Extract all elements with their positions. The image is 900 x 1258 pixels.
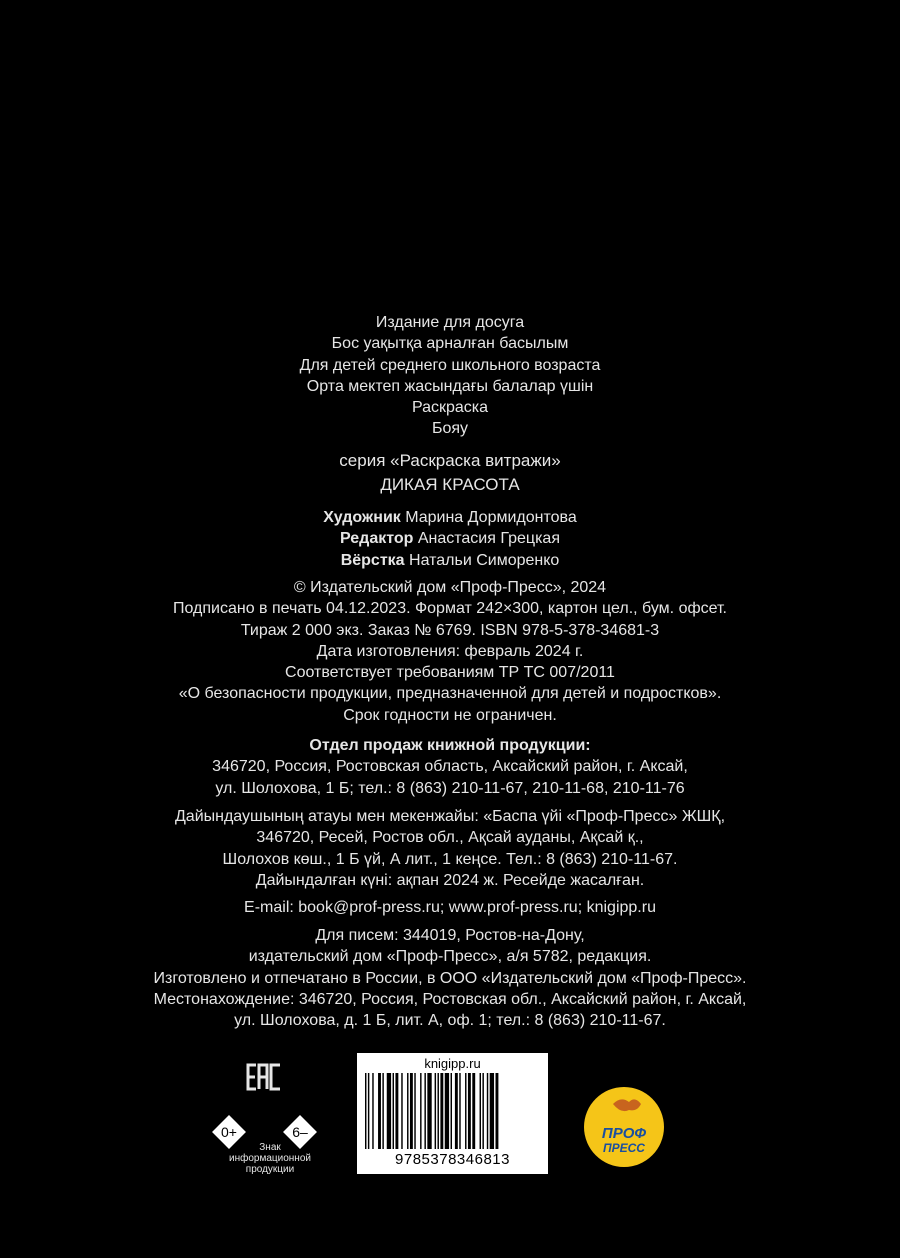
barcode-bar [368,1073,369,1149]
credit-artist [0,507,900,528]
contact-email: E-mail: book@prof-press.ru; www.prof-press.ru; knigipp.ru [244,899,656,916]
letters-line: ул. Шолохова, д. 1 Б, лит. А, оф. 1; тел.: 8 (863) 210-11-67. [234,1012,666,1030]
intro-line: Раскраска [411,399,489,417]
sales-line: 346720, Россия, Ростовская область, Аксайский район, г. Аксай, [212,758,688,776]
barcode-bar [382,1073,383,1149]
imprint-line: © Издательский дом «Проф-Пресс», 2024 [293,579,607,596]
credit-role: Вёрстка [340,551,405,569]
barcode-bar [438,1073,439,1149]
letters-line: Местонахождение: 346720, Россия, Ростовская обл., Аксайский район, г. Аксай, [153,990,747,1008]
age-rating-label: 0+ [221,1124,237,1140]
imprint-line: «О безопасности продукции, предназначенной для детей и подростков». [178,685,722,703]
barcode-bar [372,1073,373,1149]
credit-layout [0,550,900,571]
letters-block [0,925,900,1031]
barcode-bar [490,1073,494,1149]
sales-block [0,735,900,799]
barcode-bar [393,1073,394,1149]
barcode-bar [395,1073,398,1149]
eac-mark-icon [246,1063,282,1091]
series-line: серия «Раскраска витражи» [339,451,561,470]
letters-line: Для писем: 344019, Ростов-на-Дону, [315,927,585,944]
barcode-bar [424,1073,425,1149]
series-block [0,449,900,497]
imprint-line: Подписано в печать 04.12.2023. Формат 242×300, картон цел., бум. офсет. [172,600,727,618]
barcode-bar [401,1073,402,1149]
barcode-bar [480,1073,481,1149]
barcode-bar [455,1073,458,1149]
barcode-bar [472,1073,475,1149]
credits-block [0,507,900,571]
letters-line: издательский дом «Проф-Пресс», а/я 5782, редакция. [248,948,652,966]
intro-line: Бояу [431,420,469,438]
kazakh-line: 346720, Ресей, Ростов обл., Ақсай ауданы, Ақсай қ., [256,829,644,847]
barcode-bar [387,1073,391,1149]
barcode-bar [378,1073,381,1149]
age-caption-line: продукции [245,1164,295,1175]
intro-line: Орта мектеп жасындағы балалар үшін [306,377,594,395]
credit-name: Марина Дормидонтова [400,509,577,526]
book-title: ДИКАЯ КРАСОТА [380,475,520,494]
barcode-bar [468,1073,471,1149]
barcode-bar [459,1073,460,1149]
barcode-number: 9785378346813 [395,1151,510,1168]
barcode-bar [414,1073,415,1149]
barcode-bar [410,1073,413,1149]
barcode-bar [496,1073,499,1149]
kazakh-line: Дайындаушының атауы мен мекенжайы: «Баспа үйі «Проф-Пресс» ЖШҚ, [174,808,726,825]
age-caption-line: информационной [229,1153,311,1164]
imprint-line: Тираж 2 000 экз. Заказ № 6769. ISBN 978-5-378-34681-3 [240,621,660,639]
kazakh-line: Шолохов көш., 1 Б үй, А лит., 1 кеңсе. Тел.: 8 (863) 210-11-67. [222,850,678,868]
barcode-bar [440,1073,443,1149]
barcode-bar [487,1073,488,1149]
barcode-bar [465,1073,466,1149]
barcode-url: knigipp.ru [424,1056,481,1071]
intro-line: Издание для досуга [375,314,525,331]
imprint-block [0,577,900,726]
imprint-line: Дата изготовления: февраль 2024 г. [316,642,584,660]
barcode-bar [451,1073,452,1149]
barcode-bar [365,1073,366,1149]
publisher-logo-icon [583,1086,665,1168]
credit-editor [0,528,900,549]
age-caption-line: Знак [259,1142,281,1153]
barcode-bar [435,1073,436,1149]
barcode-bars-icon [363,1073,542,1151]
credit-role: Художник [323,509,401,526]
imprint-line: Соответствует требованиям ТР ТС 007/2011 [285,664,615,682]
letters-line: Изготовлено и отпечатано в России, в ООО «Издательский дом «Проф-Пресс». [153,969,747,987]
barcode-bar [445,1073,449,1149]
intro-line: Бос уақытқа арналған басылым [331,335,569,353]
barcode-bar [420,1073,421,1149]
sales-line: ул. Шолохова, 1 Б; тел.: 8 (863) 210-11-67, 210-11-68, 210-11-76 [215,779,685,797]
credit-name: Анастасия Грецкая [413,530,560,548]
intro-block [0,312,900,440]
barcode-bar [407,1073,408,1149]
credit-name: Натальи Симоренко [404,551,560,569]
isbn-barcode [357,1053,548,1174]
intro-line: Для детей среднего школьного возраста [299,356,601,374]
kazakh-line: Дайындалған күні: ақпан 2024 ж. Ресейде жасалған. [255,871,645,889]
sales-heading: Отдел продаж книжной продукции: [309,737,591,754]
age-rating-label: 6– [292,1124,308,1140]
age-caption [205,1142,335,1175]
barcode-bar [427,1073,431,1149]
kazakh-block [0,806,900,891]
credit-role: Редактор [340,530,414,548]
imprint-line: Срок годности не ограничен. [343,706,557,724]
logo-text-1: ПРОФ [601,1125,647,1142]
logo-text-2: ПРЕСС [603,1141,645,1155]
email-block [0,897,900,918]
barcode-bar [482,1073,483,1149]
